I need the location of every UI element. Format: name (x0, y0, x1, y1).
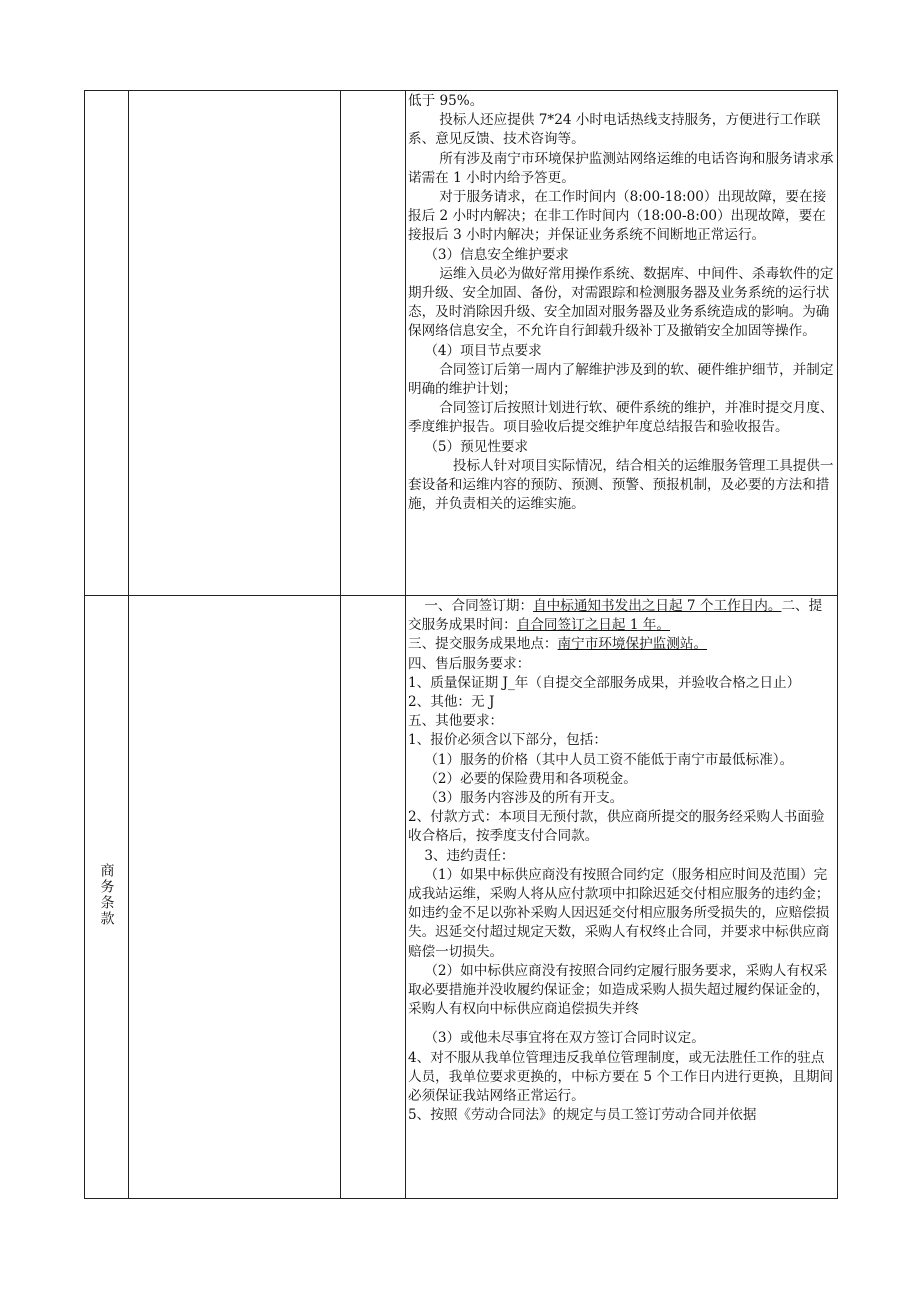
text-line: （5）预见性要求 (424, 438, 529, 455)
terms-block-b (408, 1029, 835, 1125)
text-line: 低于 95%。 (408, 93, 484, 109)
text-line: 1、质量保证期 J_年（自提交全部服务成果，并验收合格之日止） (408, 674, 801, 691)
delivery-time-value: 自合同签订之日起 1 年。 (516, 617, 670, 634)
text-line: （3）服务内容涉及的所有开支。 (424, 790, 624, 807)
item-cell-empty (129, 596, 341, 1199)
text-line: 五、其他要求： (408, 713, 504, 730)
table-row (85, 91, 838, 596)
text-line: （3）信息安全维护要求 (424, 246, 569, 263)
text-line: （4）项目节点要求 (424, 342, 542, 359)
text-line: 投标人还应提供 7*24 小时电话热线支持服务，方便进行工作联系、意见反馈、技术咨询等。 (408, 112, 821, 148)
text-line: 投标人针对项目实际情况，结合相关的运维服务管理工具提供一套设备和运维内容的预防、预测、预警、预报机制，及必要的方法和措施，并负责相关的运维实施。 (408, 457, 834, 513)
contract-term-line: 一、合同签订期：自中标通知书发出之日起 7 个工作日内。二、提交服务成果时间：自合同签订之日起 1 年。 (408, 598, 823, 634)
text-line: （3）或他未尽事宜将在双方签订合同时议定。 (424, 1030, 705, 1047)
text-line: 合同签订后第一周内了解维护涉及到的软、硬件维护细节，并制定明确的维护计划； (408, 361, 834, 398)
text-line: 1、报价必须含以下部分，包括： (408, 732, 607, 749)
text-line: （1）服务的价格（其中人员工资不能低于南宁市最低标准）。 (424, 751, 794, 768)
text-line: 运维入员必为做好常用操作系统、数据库、中间件、杀毒软件的定期升级、安全加固、备份，对需跟踪和检测服务器及业务系统的运行状态，及时消除因升级、安全加固对服务器及业务系统造成的影响。为确保网络信息安全，不允许自行卸载升级补丁及撤销安全加固等操作。 (408, 265, 834, 340)
delivery-location-value: 南宁市环境保护监测站。 (557, 636, 708, 653)
commercial-terms-label-cell (85, 596, 129, 1199)
requirements-text (406, 91, 837, 594)
spacer (408, 1019, 835, 1029)
table-row (85, 596, 838, 1199)
contract-term-value: 自中标通知书发出之日起 7 个工作日内。 (533, 598, 782, 614)
delivery-location-line: 三、提交服务成果地点：南宁市环境保护监测站。 (408, 636, 708, 653)
commercial-terms-text (406, 596, 837, 1125)
text-line: 合同签订后按照计划进行软、硬件系统的维护，并准时提交月度、季度维护报告。项目验收后提交维护年度总结报告和验收报告。 (408, 400, 834, 436)
text-line: （2）必要的保险费用和各项税金。 (424, 770, 637, 787)
text-line: 2、其他：无 J (408, 694, 495, 711)
item-cell-empty (129, 91, 341, 596)
text-line: 3、违约责任： (424, 847, 515, 864)
commercial-terms-cell (406, 596, 838, 1199)
qty-cell-empty (341, 91, 406, 596)
text-line: （1）如果中标供应商没有按照合同约定（服务相应时间及范围）完成我站运维，采购人将从应付款项中扣除迟延交付相应服务的违约金；如违约金不足以弥补采购人因迟延交付相应服务所受损失的，应赔偿损失。迟延交付超过规定天数，采购人有权终止合同，并要求中标供应商赔偿一切损失。 (408, 866, 830, 960)
text-line: 所有涉及南宁市环境保护监测站网络运维的电话咨询和服务请求承诺需在 1 小时内给予答更。 (408, 150, 834, 186)
text-line: 对于服务请求，在工作时间内（8:00-18:00）出现故障，要在接报后 2 小时内解决；在非工作时间内（18:00-8:00）出现故障，要在接报后 3 小时内解决；并保证业务系统不间断地正常运行。 (408, 189, 827, 244)
qty-cell-empty (341, 596, 406, 1199)
text-line: 2、付款方式：本项目无预付款，供应商所提交的服务经采购人书面验收合格后，按季度支付合同款。 (408, 809, 825, 845)
label-cell-empty (85, 91, 129, 596)
terms-block-a (408, 655, 835, 1020)
commercial-terms-label: 商务条款 (98, 863, 115, 927)
procurement-terms-table (84, 90, 838, 1199)
text-line: 4、对不服从我单位管理违反我单位管理制度，或无法胜任工作的驻点人员，我单位要求更换的，中标方要在 5 个工作日内进行更换，且期间必须保证我站网络正常运行。 (408, 1049, 834, 1105)
text-line: 四、售后服务要求： (408, 655, 531, 672)
requirements-cell (406, 91, 838, 596)
text-line: （2）如中标供应商没有按照合同约定履行服务要求，采购人有权采取必要措施并没收履约保证金；如造成采购人损失超过履约保证金的，采购人有权向中标供应商追偿损失并终 (408, 962, 830, 1018)
text-line: 5、按照《劳动合同法》的规定与员工签订劳动合同并依据 (408, 1107, 757, 1124)
